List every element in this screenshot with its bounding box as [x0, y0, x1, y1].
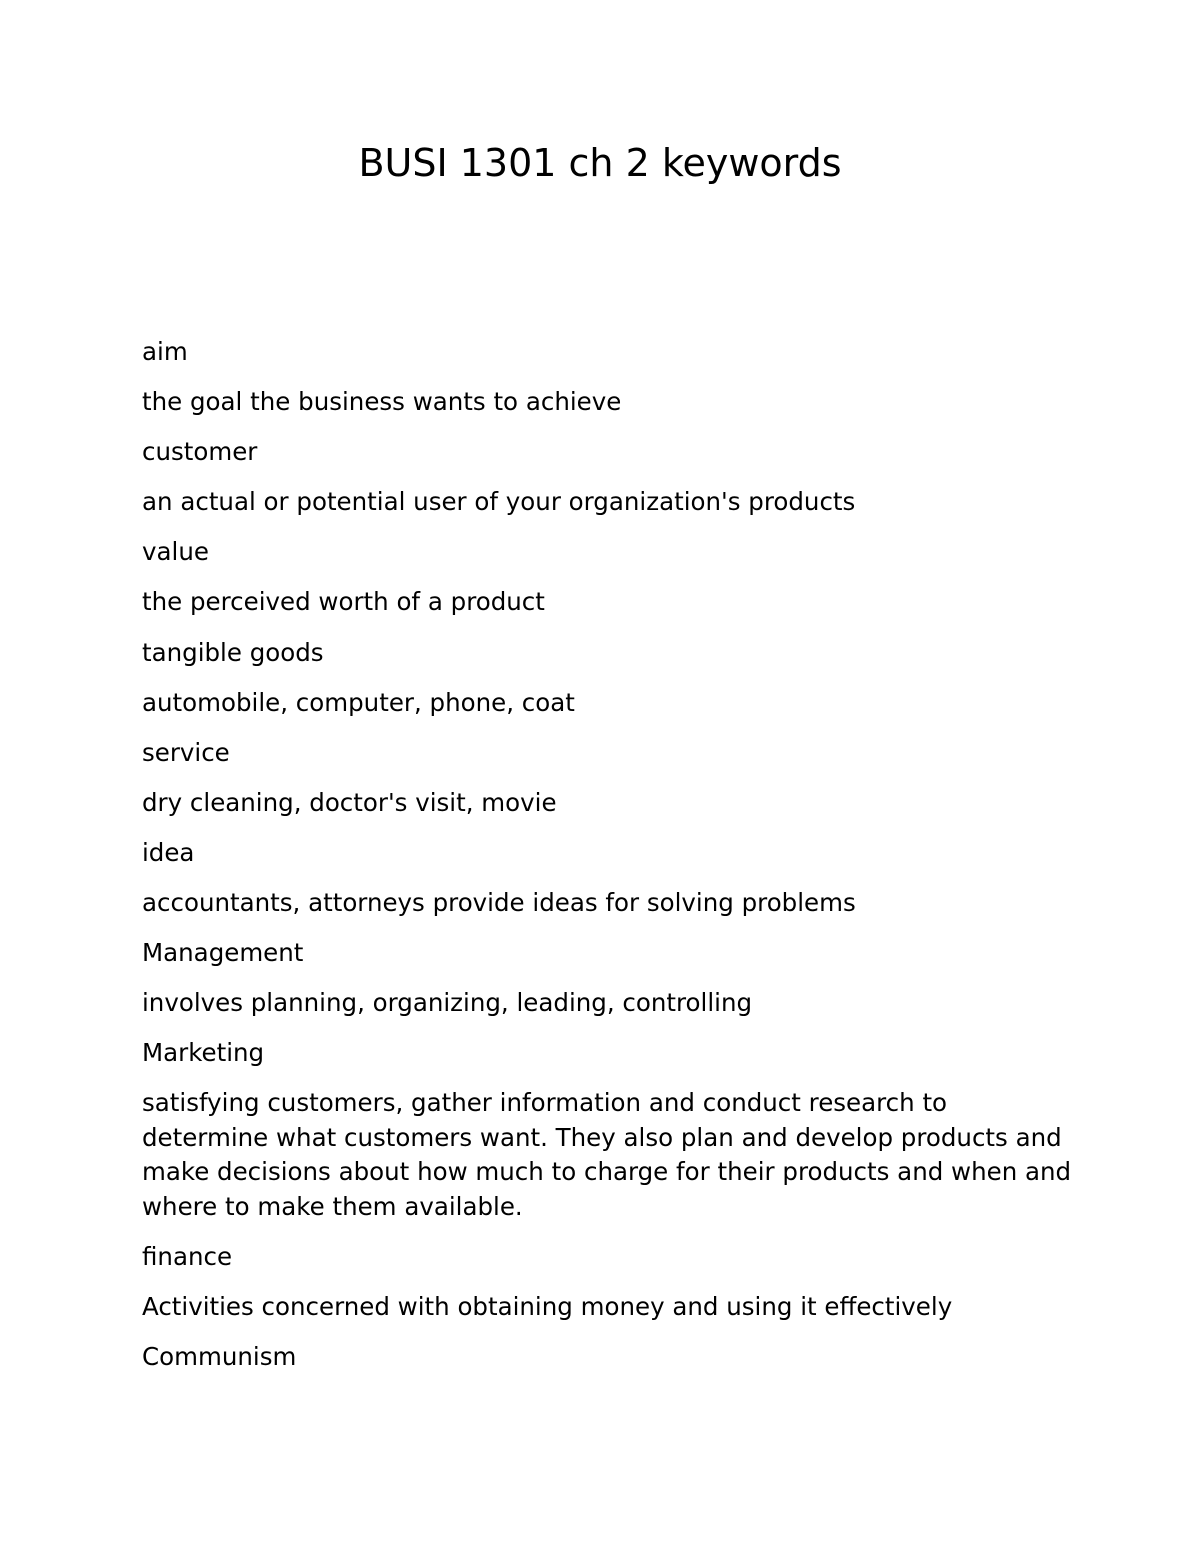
keyword-term: value	[142, 537, 209, 567]
keyword-term: finance	[142, 1242, 233, 1271]
keyword-definition: the goal the business wants to achieve	[142, 387, 622, 417]
keyword-definition: the perceived worth of a product	[142, 587, 545, 617]
keyword-definition: accountants, attorneys provide ideas for solving problems	[142, 888, 856, 918]
keyword-term: Marketing	[142, 1038, 265, 1068]
keyword-term: aim	[142, 337, 188, 366]
keyword-definition: satisfying customers, gather information and conduct research to determine what customers want. They also plan and develop products and make decisions about how much to charge for their products and when and where to make them available.	[142, 1088, 1072, 1221]
keyword-definition: automobile, computer, phone, coat	[142, 687, 575, 717]
keyword-term: Communism	[142, 1342, 297, 1372]
keyword-term: Management	[142, 938, 304, 968]
keyword-definition: involves planning, organizing, leading, controlling	[142, 988, 753, 1018]
keyword-term: service	[142, 737, 230, 767]
keyword-definition: an actual or potential user of your organization's products	[142, 487, 856, 517]
keyword-term: idea	[142, 837, 195, 867]
keyword-term: customer	[142, 437, 258, 467]
keyword-definition: dry cleaning, doctor's visit, movie	[142, 787, 557, 817]
keyword-definition: Activities concerned with obtaining money and using it effectively	[142, 1292, 953, 1322]
page-title: BUSI 1301 ch 2 keywords	[358, 141, 842, 185]
keyword-term: tangible goods	[142, 637, 324, 667]
keyword-list	[142, 335, 1072, 1390]
